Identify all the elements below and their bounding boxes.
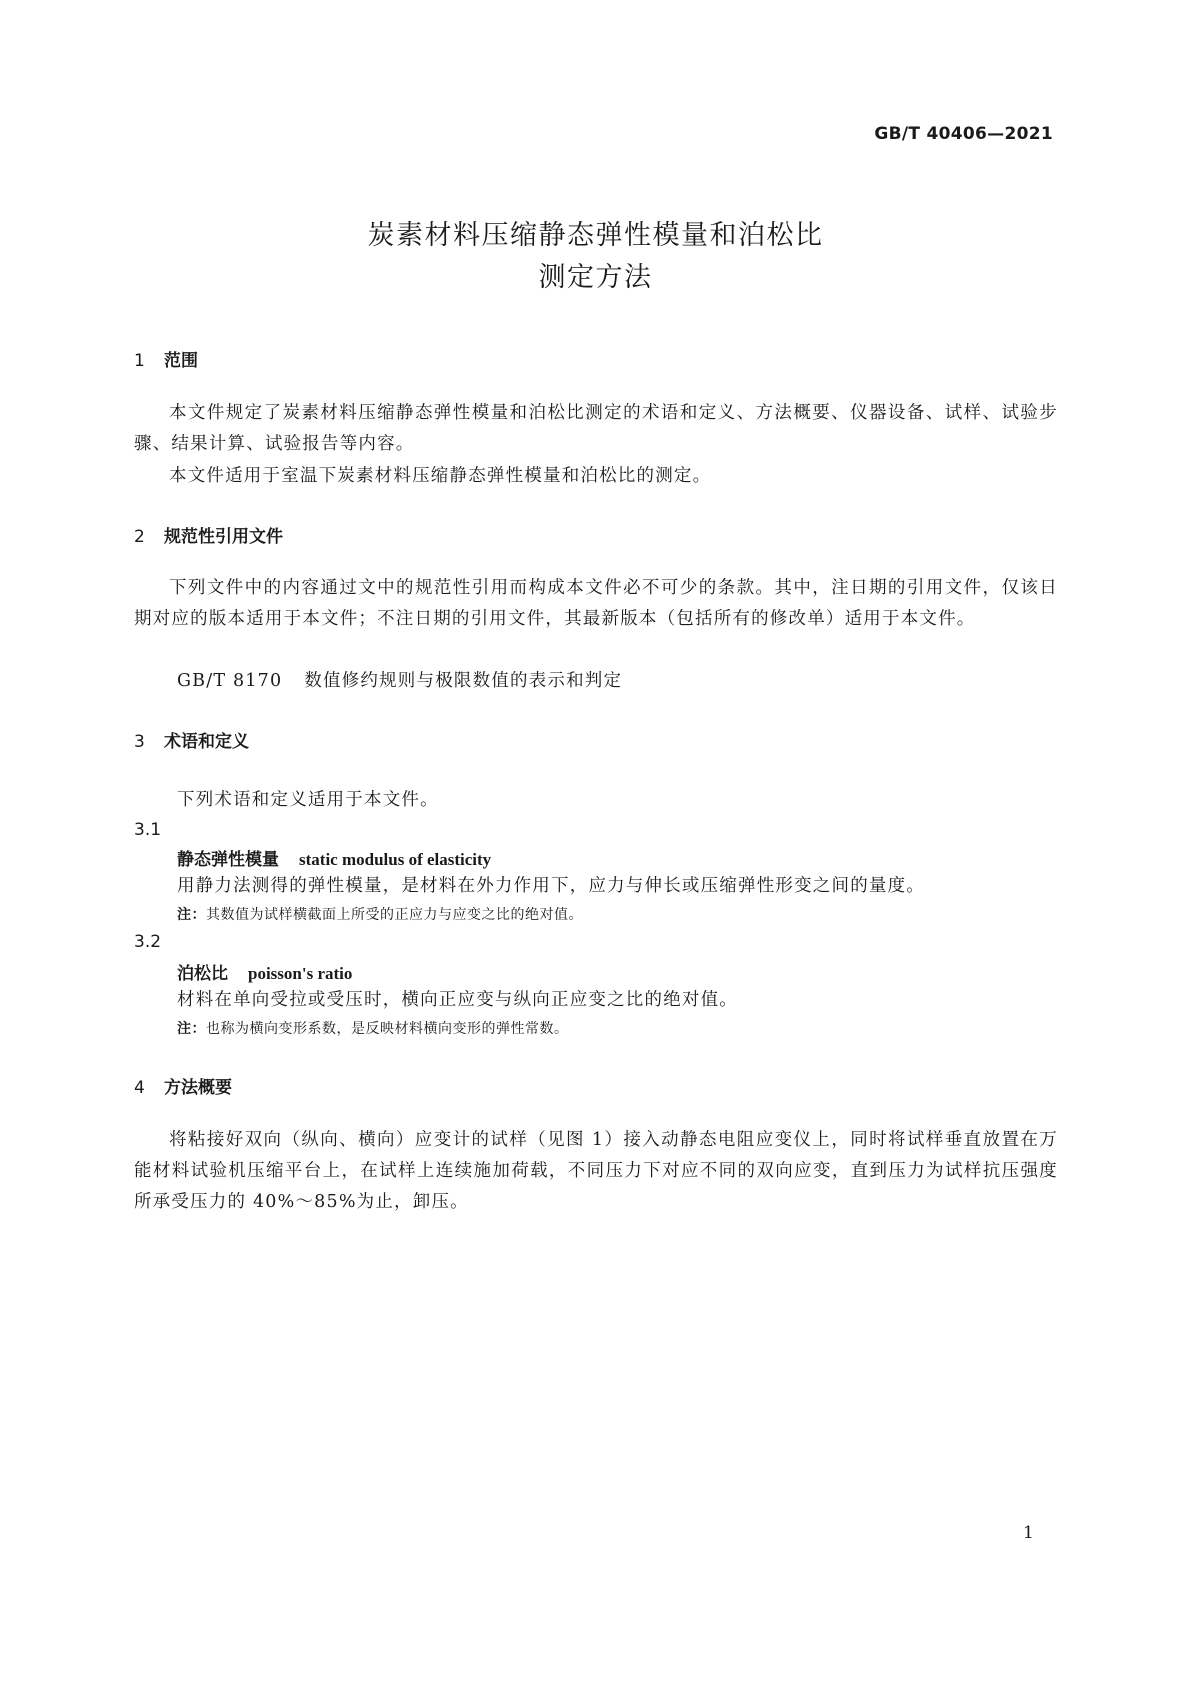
section-number: 1 bbox=[134, 351, 145, 371]
section-4-heading bbox=[134, 1073, 232, 1098]
note-text: 其数值为试样横截面上所受的正应力与应变之比的绝对值。 bbox=[206, 907, 583, 923]
section-number: 4 bbox=[134, 1078, 145, 1098]
section-3-intro: 下列术语和定义适用于本文件。 bbox=[177, 790, 439, 810]
section-1-paragraph-2: 本文件适用于室温下炭素材料压缩静态弹性模量和泊松比的测定。 bbox=[169, 466, 712, 486]
section-title: 范围 bbox=[164, 351, 198, 371]
term-zh: 静态弹性模量 bbox=[177, 850, 279, 870]
section-1-heading bbox=[134, 346, 198, 371]
term-title bbox=[177, 845, 491, 870]
term-title bbox=[177, 959, 352, 984]
section-2-paragraph-1: 下列文件中的内容通过文中的规范性引用而构成本文件必不可少的条款。其中，注日期的引用文件，仅该日期对应的版本适用于本文件；不注日期的引用文件，其最新版本（包括所有的修改单）适用于本文件。 bbox=[134, 578, 1058, 629]
section-number: 2 bbox=[134, 527, 145, 547]
section-title: 术语和定义 bbox=[164, 732, 249, 752]
term-note bbox=[177, 1018, 569, 1038]
standard-number: GB/T 40406—2021 bbox=[874, 124, 1053, 144]
section-4-paragraph-1: 将粘接好双向（纵向、横向）应变计的试样（见图 1）接入动静态电阻应变仪上，同时将试样垂直放置在万能材料试验机压缩平台上，在试样上连续施加荷载，不同压力下对应不同的双向应变，直到压力为试样抗压强度所承受压力的 40%～85%为止，卸压。 bbox=[134, 1130, 1058, 1212]
term-note bbox=[177, 904, 583, 924]
term-number: 3.2 bbox=[134, 932, 162, 952]
reference-title: 数值修约规则与极限数值的表示和判定 bbox=[304, 671, 623, 691]
term-en: static modulus of elasticity bbox=[299, 850, 492, 869]
note-label: 注： bbox=[177, 1021, 206, 1037]
reference-code: GB/T 8170 bbox=[177, 671, 283, 691]
section-title: 方法概要 bbox=[164, 1078, 232, 1098]
note-label: 注： bbox=[177, 907, 206, 923]
section-3-heading bbox=[134, 727, 249, 752]
term-number: 3.1 bbox=[134, 820, 162, 840]
note-text: 也称为横向变形系数，是反映材料横向变形的弹性常数。 bbox=[206, 1021, 569, 1037]
normative-reference bbox=[177, 667, 622, 692]
section-title: 规范性引用文件 bbox=[164, 527, 283, 547]
section-number: 3 bbox=[134, 732, 145, 752]
term-en: poisson's ratio bbox=[248, 964, 353, 983]
term-definition: 材料在单向受拉或受压时，横向正应变与纵向正应变之比的绝对值。 bbox=[177, 990, 738, 1010]
document-title-line2: 测定方法 bbox=[538, 262, 653, 293]
section-1-paragraph-1: 本文件规定了炭素材料压缩静态弹性模量和泊松比测定的术语和定义、方法概要、仪器设备、试样、试验步骤、结果计算、试验报告等内容。 bbox=[134, 403, 1058, 454]
page-number: 1 bbox=[1023, 1523, 1034, 1543]
document-title-line1: 炭素材料压缩静态弹性模量和泊松比 bbox=[367, 220, 824, 251]
section-2-heading bbox=[134, 522, 283, 547]
term-zh: 泊松比 bbox=[177, 964, 228, 984]
term-definition: 用静力法测得的弹性模量，是材料在外力作用下，应力与伸长或压缩弹性形变之间的量度。 bbox=[177, 876, 925, 896]
